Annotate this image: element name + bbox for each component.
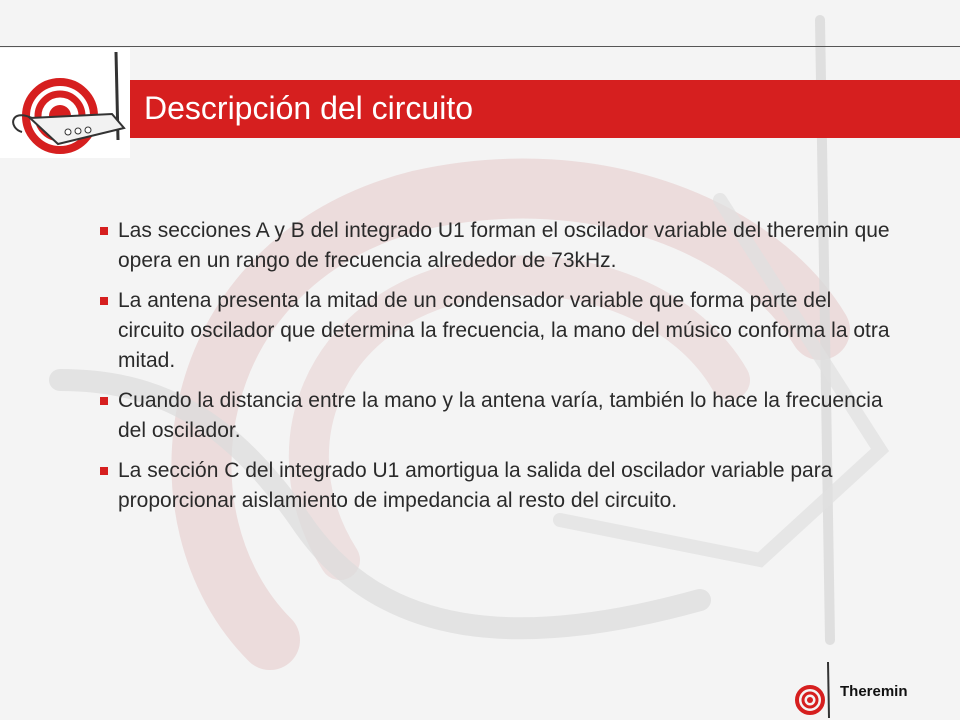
bullet-item — [100, 456, 890, 516]
header-logo — [0, 48, 130, 158]
bullet-text: La antena presenta la mitad de un condensador variable que forma parte del circuito oscilador que determina la frecuencia, la mano del músico conforma la otra mitad. — [118, 289, 890, 372]
theremin-logo-icon — [0, 48, 130, 158]
theremin-logo-icon — [794, 660, 834, 720]
bullet-square-icon — [100, 227, 108, 235]
bullet-list — [100, 216, 890, 526]
bullet-item — [100, 216, 890, 276]
bullet-square-icon — [100, 297, 108, 305]
bullet-text: Cuando la distancia entre la mano y la antena varía, también lo hace la frecuencia del oscilador. — [118, 389, 883, 442]
top-divider — [0, 46, 960, 47]
bullet-item — [100, 286, 890, 376]
bullet-square-icon — [100, 467, 108, 475]
bullet-text: La sección C del integrado U1 amortigua la salida del oscilador variable para proporcionar aislamiento de impedancia al resto del circuito. — [118, 459, 833, 512]
bullet-square-icon — [100, 397, 108, 405]
slide-title: Descripción del circuito — [144, 90, 474, 126]
bullet-text: Las secciones A y B del integrado U1 forman el oscilador variable del theremin que opera en un rango de frecuencia alrededor de 73kHz. — [118, 219, 890, 272]
bullet-item — [100, 386, 890, 446]
footer-label: Theremin — [840, 683, 908, 700]
title-bar — [130, 80, 960, 138]
